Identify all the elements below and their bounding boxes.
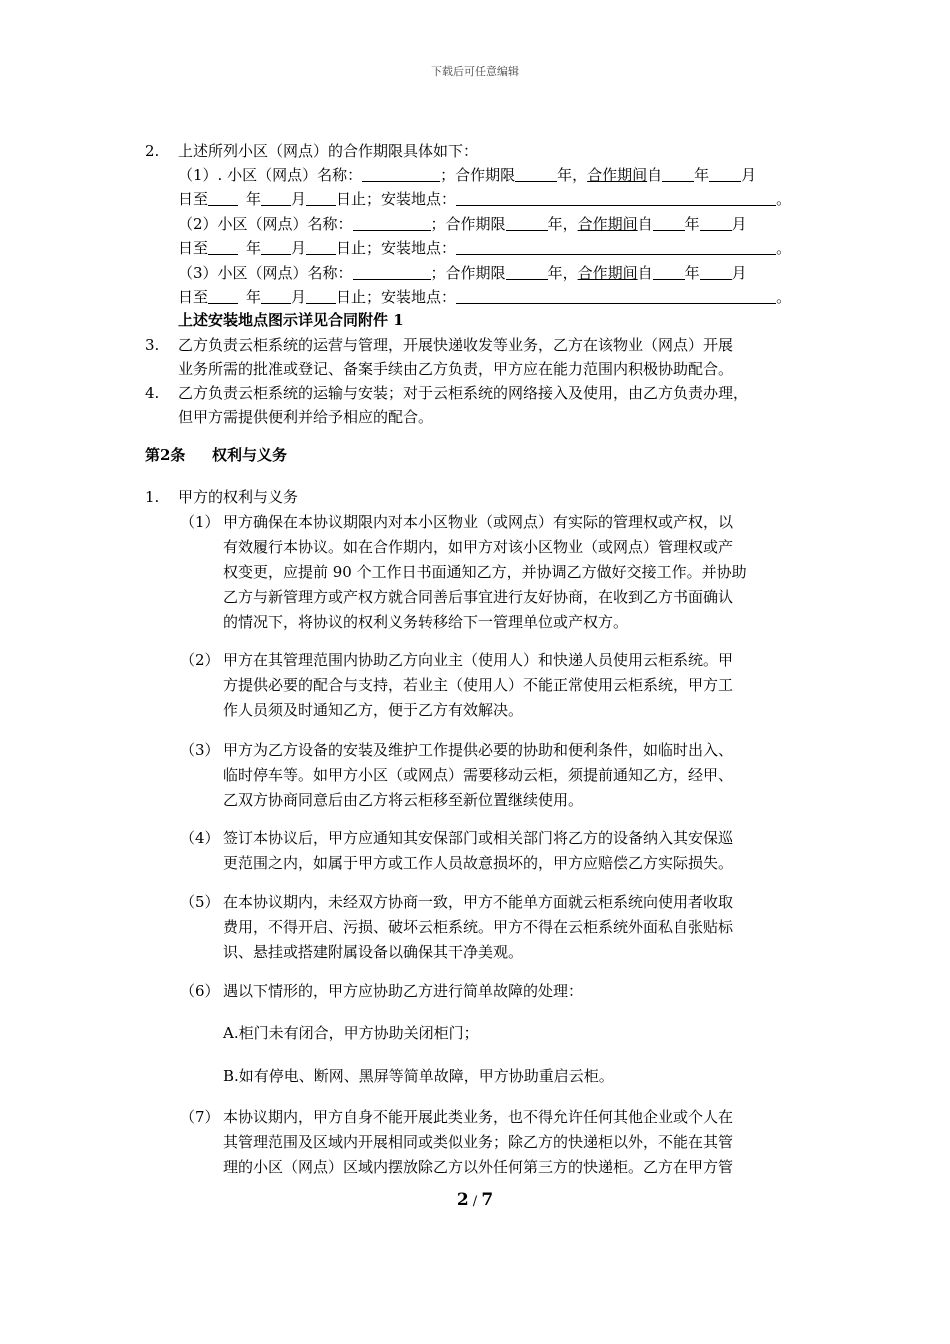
clause-1-number: （1） (180, 513, 220, 531)
clause-4-number: （4） (180, 829, 220, 847)
clause-6-line-1: 遇以下情形的，甲方应协助乙方进行简单故障的处理： (223, 982, 584, 1000)
clause-6-number: （6） (180, 982, 220, 1000)
term-4-line-1: 乙方负责云柜系统的运输与安装；对于云柜系统的网络接入及使用，由乙方负责办理， (178, 384, 749, 402)
location-blank[interactable] (456, 237, 776, 255)
period-end: 。 (776, 239, 792, 257)
location-blank[interactable] (456, 286, 776, 304)
end-day-blank[interactable] (306, 286, 336, 304)
term-2-item-3-line-2 (178, 285, 791, 310)
start-month-blank[interactable] (709, 164, 741, 182)
clause-3-number: （3） (180, 741, 220, 759)
period-label: 合作期间 (587, 166, 648, 184)
year3-label: 年 (246, 190, 262, 208)
day-to-label: 日至 (178, 288, 209, 306)
clause-5-number: （5） (180, 893, 220, 911)
term-years-blank[interactable] (506, 262, 548, 280)
subitem-b: B.如有停电、断网、黑屏等简单故障，甲方协助重启云柜。 (223, 1067, 614, 1085)
year2-label: 年 (684, 264, 700, 282)
year3-label: 年 (246, 288, 262, 306)
month-label: 月 (731, 215, 747, 233)
term-label: ；合作期限 (430, 215, 506, 233)
item-prefix: （3）小区（网点）名称： (178, 264, 353, 282)
clause-5-line-3: 识、悬挂或搭建附属设备以确保其干净美观。 (223, 943, 524, 961)
day-end-label: 日止；安装地点： (336, 288, 457, 306)
clause-3-line-1: 甲方为乙方设备的安装及维护工作提供必要的协助和便利条件，如临时出入、 (223, 741, 734, 759)
period-end: 。 (776, 288, 792, 306)
start-year-blank[interactable] (653, 213, 685, 231)
article-2-number: 第2条 (145, 446, 186, 464)
section-1-number: 1. (145, 488, 160, 506)
term-years-blank[interactable] (506, 213, 548, 231)
start-year-blank[interactable] (662, 164, 694, 182)
clause-7-line-3: 理的小区（网点）区域内摆放除乙方以外任何第三方的快递柜。乙方在甲方管 (223, 1158, 734, 1176)
from-label: 自 (637, 264, 653, 282)
clause-1-line-3: 权变更，应提前 90 个工作日书面通知乙方，并协调乙方做好交接工作。并协助 (223, 563, 747, 581)
clause-2-line-2: 方提供必要的配合与支持，若业主（使用人）不能正常使用云柜系统，甲方工 (223, 676, 734, 694)
term-2-item-2-line-2 (178, 236, 791, 261)
clause-3-line-3: 乙双方协商同意后由乙方将云柜移至新位置继续使用。 (223, 791, 584, 809)
day-to-label: 日至 (178, 239, 209, 257)
clause-1-line-1: 甲方确保在本协议期限内对本小区物业（或网点）有实际的管理权或产权，以 (223, 513, 734, 531)
term-label: ；合作期限 (430, 264, 506, 282)
clause-1-line-4: 乙方与新管理方或产权方就合同善后事宜进行友好协商，在收到乙方书面确认 (223, 588, 734, 606)
clause-2-number: （2） (180, 651, 220, 669)
year-label: 年， (547, 264, 578, 282)
month-label: 月 (731, 264, 747, 282)
term-3-number: 3. (145, 336, 160, 354)
location-blank[interactable] (456, 188, 776, 206)
start-month-blank[interactable] (700, 213, 732, 231)
end-month-blank[interactable] (261, 237, 291, 255)
start-year-blank[interactable] (653, 262, 685, 280)
start-month-blank[interactable] (700, 262, 732, 280)
year-label: 年， (547, 215, 578, 233)
page-header-note: 下载后可任意编辑 (431, 65, 519, 78)
period-end: 。 (776, 190, 792, 208)
end-year-blank[interactable] (208, 188, 238, 206)
clause-1-line-5: 的情况下，将协议的权利义务转移给下一管理单位或产权方。 (223, 613, 629, 631)
attachment-note: 上述安装地点图示详见合同附件 1 (178, 311, 404, 329)
page-number (0, 1190, 950, 1210)
item-prefix: （1）. 小区（网点）名称： (178, 166, 363, 184)
end-month-blank[interactable] (261, 286, 291, 304)
clause-5-line-2: 费用，不得开启、污损、破坏云柜系统。甲方不得在云柜系统外面私自张贴标 (223, 918, 734, 936)
from-label: 自 (647, 166, 663, 184)
end-day-blank[interactable] (306, 237, 336, 255)
name-blank[interactable] (353, 213, 431, 231)
month-label: 月 (741, 166, 757, 184)
end-day-blank[interactable] (306, 188, 336, 206)
clause-1-line-2: 有效履行本协议。如在合作期内，如甲方对该小区物业（或网点）管理权或产 (223, 538, 734, 556)
clause-4-line-1: 签订本协议后，甲方应通知其安保部门或相关部门将乙方的设备纳入其安保巡 (223, 829, 734, 847)
page-separator: / (468, 1194, 482, 1209)
year2-label: 年 (684, 215, 700, 233)
term-3-line-1: 乙方负责云柜系统的运营与管理，开展快递收发等业务，乙方在该物业（网点）开展 (178, 336, 734, 354)
year-label: 年， (557, 166, 588, 184)
page-total: 7 (481, 1190, 494, 1210)
name-blank[interactable] (353, 262, 431, 280)
clause-7-line-1: 本协议期内，甲方自身不能开展此类业务，也不得允许任何其他企业或个人在 (223, 1108, 734, 1126)
clause-2-line-3: 作人员须及时通知乙方，便于乙方有效解决。 (223, 701, 524, 719)
day-to-label: 日至 (178, 190, 209, 208)
end-year-blank[interactable] (208, 237, 238, 255)
clause-5-line-1: 在本协议期内，未经双方协商一致，甲方不能单方面就云柜系统向使用者收取 (223, 893, 734, 911)
item-prefix: （2）小区（网点）名称： (178, 215, 353, 233)
subitem-a: A.柜门未有闭合，甲方协助关闭柜门； (223, 1024, 479, 1042)
term-years-blank[interactable] (515, 164, 557, 182)
term-2-item-1-line-1 (178, 163, 756, 188)
year2-label: 年 (694, 166, 710, 184)
clause-3-line-2: 临时停车等。如甲方小区（或网点）需要移动云柜，须提前通知乙方，经甲、 (223, 766, 734, 784)
term-2-item-1-line-2 (178, 187, 791, 212)
clause-2-line-1: 甲方在其管理范围内协助乙方向业主（使用人）和快递人员使用云柜系统。甲 (223, 651, 734, 669)
clause-7-line-2: 其管理范围及区域内开展相同或类似业务；除乙方的快递柜以外，不能在其管 (223, 1133, 734, 1151)
term-2-item-2-line-1 (178, 212, 747, 237)
end-month-blank[interactable] (261, 188, 291, 206)
article-2-title: 权利与义务 (212, 446, 288, 464)
month2-label: 月 (291, 239, 307, 257)
term-2-intro: 上述所列小区（网点）的合作期限具体如下： (178, 142, 479, 160)
name-blank[interactable] (362, 164, 440, 182)
month2-label: 月 (291, 288, 307, 306)
term-2-number: 2. (145, 142, 160, 160)
page-current: 2 (456, 1190, 469, 1210)
term-4-line-2: 但甲方需提供便利并给予相应的配合。 (178, 408, 434, 426)
end-year-blank[interactable] (208, 286, 238, 304)
period-label: 合作期间 (577, 215, 638, 233)
day-end-label: 日止；安装地点： (336, 190, 457, 208)
term-3-line-2: 业务所需的批准或登记、备案手续由乙方负责，甲方应在能力范围内积极协助配合。 (178, 360, 734, 378)
term-2-item-3-line-1 (178, 261, 747, 286)
month2-label: 月 (291, 190, 307, 208)
term-label: ；合作期限 (440, 166, 516, 184)
day-end-label: 日止；安装地点： (336, 239, 457, 257)
year3-label: 年 (246, 239, 262, 257)
clause-7-number: （7） (180, 1108, 220, 1126)
section-1-title: 甲方的权利与义务 (178, 488, 299, 506)
from-label: 自 (637, 215, 653, 233)
term-4-number: 4. (145, 384, 160, 402)
period-label: 合作期间 (577, 264, 638, 282)
clause-4-line-2: 更范围之内，如属于甲方或工作人员故意损坏的，甲方应赔偿乙方实际损失。 (223, 854, 734, 872)
